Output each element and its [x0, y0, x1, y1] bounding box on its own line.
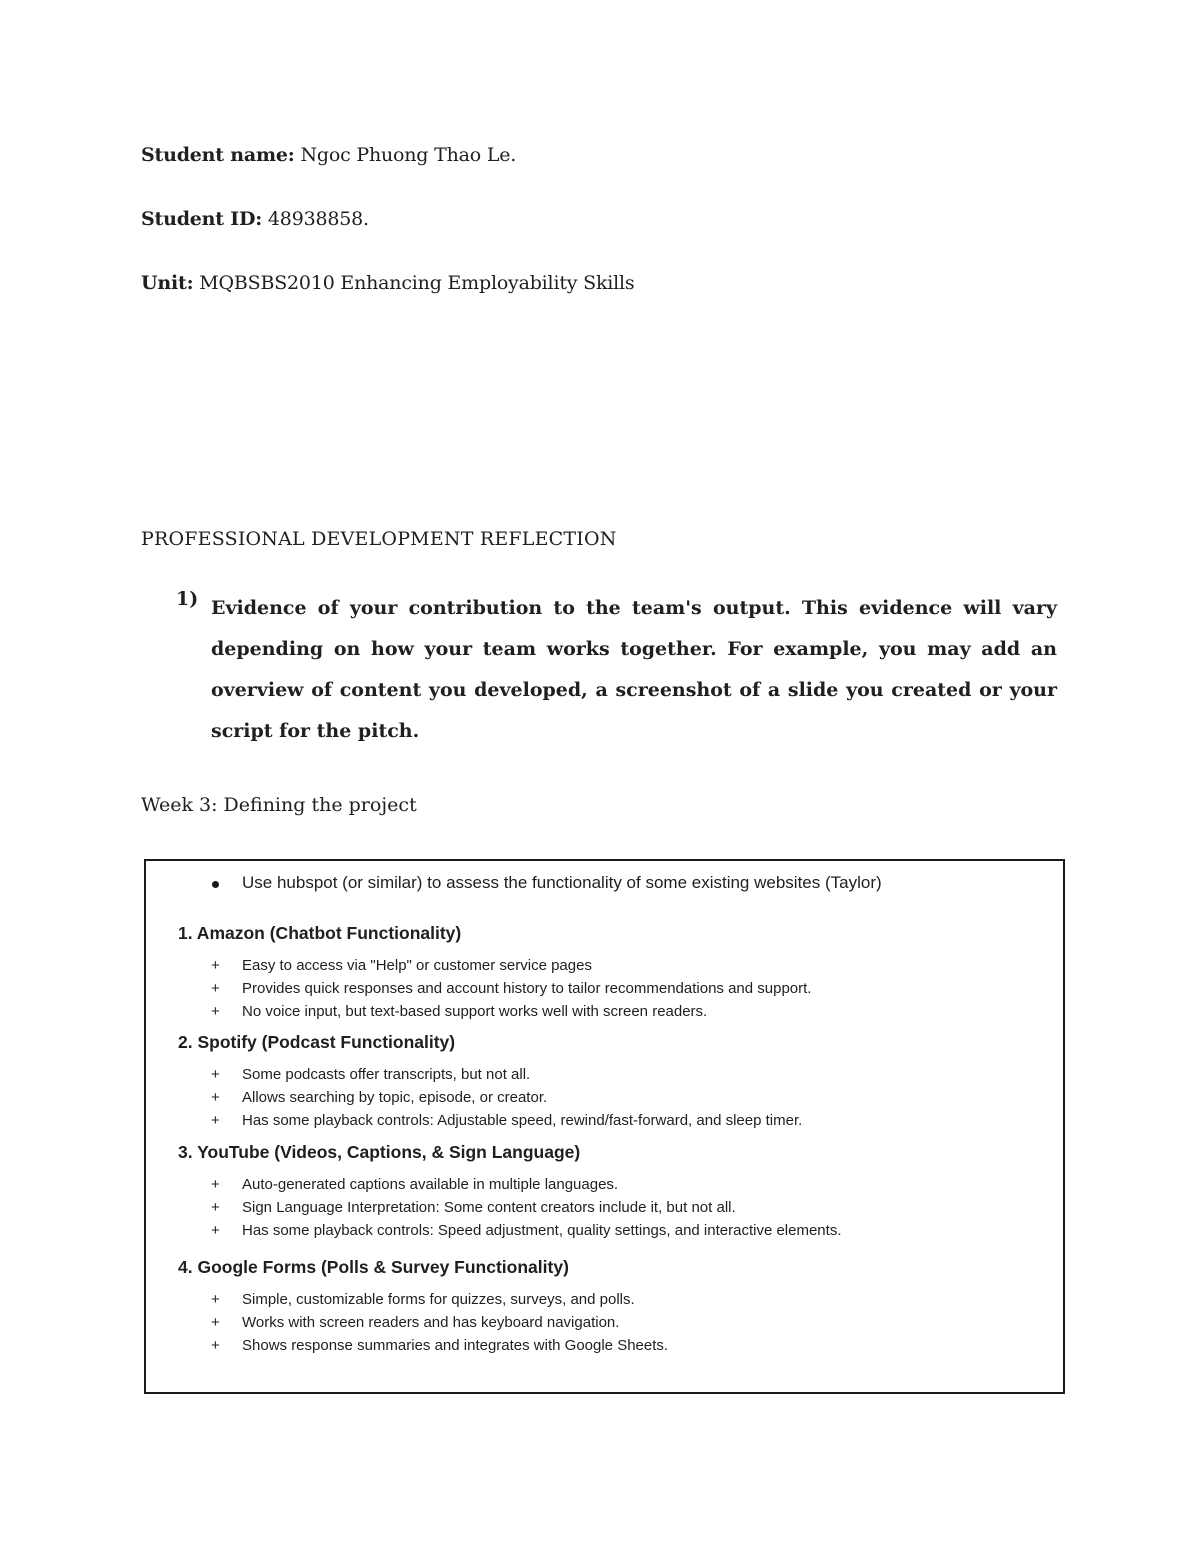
list-item: + Shows response summaries and integrates with Google Sheets.	[178, 1334, 1048, 1357]
student-name-line	[141, 144, 516, 166]
list-item: + Works with screen readers and has keyboard navigation.	[178, 1311, 1048, 1334]
plus-icon: +	[211, 1314, 220, 1331]
list-item: + No voice input, but text-based support works well with screen readers.	[178, 1000, 1048, 1023]
intro-bullet-text: Use hubspot (or similar) to assess the functionality of some existing websites (Taylor)	[242, 873, 882, 892]
plus-icon: +	[211, 1199, 220, 1216]
unit-value: MQBSBS2010 Enhancing Employability Skills	[199, 272, 635, 294]
student-name-label: Student name:	[141, 144, 295, 166]
site-items	[178, 1288, 1048, 1357]
site-items	[178, 1173, 1048, 1242]
question-text: Evidence of your contribution to the team's output. This evidence will vary depending on how your team works together. For example, you may add an overview of content you developed, a screenshot of a slide you created or your script for the pitch.	[211, 597, 1057, 742]
site-spotify	[178, 1032, 1048, 1132]
site-title: 3. YouTube (Videos, Captions, & Sign Language)	[178, 1142, 581, 1162]
unit-line	[141, 272, 634, 294]
list-item: + Has some playback controls: Speed adjustment, quality settings, and interactive elements.	[178, 1219, 1048, 1242]
site-title: 1. Amazon (Chatbot Functionality)	[178, 923, 462, 943]
plus-icon: +	[211, 957, 220, 974]
list-item: + Has some playback controls: Adjustable speed, rewind/fast-forward, and sleep timer.	[178, 1109, 1048, 1132]
question-1	[141, 588, 1057, 752]
list-item: + Easy to access via "Help" or customer service pages	[178, 954, 1048, 977]
site-youtube	[178, 1142, 1048, 1242]
section-title: PROFESSIONAL DEVELOPMENT REFLECTION	[141, 528, 617, 550]
list-item: + Sign Language Interpretation: Some content creators include it, but not all.	[178, 1196, 1048, 1219]
plus-icon: +	[211, 1112, 220, 1129]
week-heading: Week 3: Defining the project	[141, 794, 417, 816]
unit-label: Unit:	[141, 272, 194, 294]
site-google-forms	[178, 1257, 1048, 1357]
site-title: 2. Spotify (Podcast Functionality)	[178, 1032, 456, 1052]
plus-icon: +	[211, 1176, 220, 1193]
student-id-label: Student ID:	[141, 208, 263, 230]
plus-icon: +	[211, 1066, 220, 1083]
student-id-line	[141, 208, 369, 230]
site-amazon	[178, 923, 1048, 1023]
plus-icon: +	[211, 1089, 220, 1106]
student-id-value: 48938858.	[267, 208, 369, 230]
site-title: 4. Google Forms (Polls & Survey Functionality)	[178, 1257, 569, 1277]
list-item: + Provides quick responses and account history to tailor recommendations and support.	[178, 977, 1048, 1000]
site-items	[178, 1063, 1048, 1132]
question-number: 1)	[176, 588, 199, 610]
plus-icon: +	[211, 980, 220, 997]
plus-icon: +	[211, 1291, 220, 1308]
plus-icon: +	[211, 1003, 220, 1020]
embedded-screenshot	[144, 859, 1065, 1394]
list-item: + Some podcasts offer transcripts, but not all.	[178, 1063, 1048, 1086]
site-items	[178, 954, 1048, 1023]
bullet-dot-icon	[212, 881, 219, 888]
plus-icon: +	[211, 1337, 220, 1354]
student-name-value: Ngoc Phuong Thao Le.	[300, 144, 517, 166]
list-item: + Allows searching by topic, episode, or creator.	[178, 1086, 1048, 1109]
list-item: + Simple, customizable forms for quizzes, surveys, and polls.	[178, 1288, 1048, 1311]
plus-icon: +	[211, 1222, 220, 1239]
list-item: + Auto-generated captions available in multiple languages.	[178, 1173, 1048, 1196]
intro-bullet	[208, 873, 882, 893]
